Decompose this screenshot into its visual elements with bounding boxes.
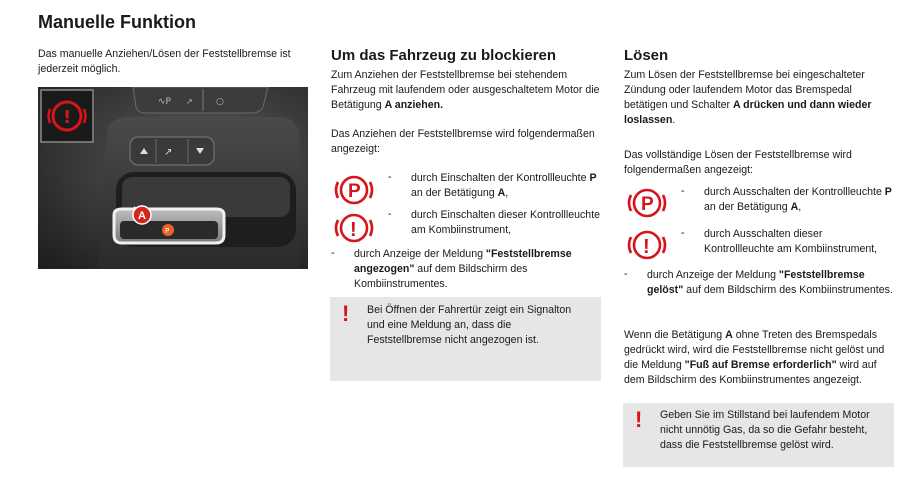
- list-dash: -: [388, 208, 392, 220]
- svg-text:!: !: [350, 219, 357, 241]
- svg-text:P: P: [348, 181, 361, 202]
- warning-icon: !: [635, 407, 643, 432]
- block-para2: Das Anziehen der Feststellbremse wird folgendermaßen angezeigt:: [331, 128, 595, 155]
- warning-box: [330, 297, 601, 381]
- parking-p-icon: [626, 186, 668, 225]
- release-para3: Wenn die Betätigung A ohne Treten des Bremspedals gedrückt wird, wird die Feststellbremse nicht gelöst und die Meldung "Fuß auf Bremse erforderlich" wird auf dem Bildschirm des Kombiinstrumentes angezeigt.: [624, 329, 885, 386]
- list-dash: -: [624, 268, 628, 280]
- release-para2: Das vollständige Lösen der Feststellbremse wird folgendermaßen angezeigt:: [624, 149, 852, 176]
- svg-text:∿P: ∿P: [158, 97, 171, 107]
- block-heading: Um das Fahrzeug zu blockieren: [331, 47, 557, 64]
- list-item: durch Einschalten der Kontrollleuchte P an der Betätigung A,: [411, 172, 597, 199]
- intro-text: Das manuelle Anziehen/Lösen der Feststellbremse ist jederzeit möglich.: [38, 48, 291, 75]
- svg-text:A: A: [138, 210, 146, 222]
- list-dash: -: [388, 171, 392, 183]
- list-item: durch Ausschalten der Kontrollleuchte P an der Betätigung A,: [704, 186, 892, 213]
- list-item: durch Einschalten dieser Kontrollleuchte am Kombiinstrument,: [411, 209, 601, 236]
- page-title: Manuelle Funktion: [38, 12, 197, 32]
- console-photo: [38, 87, 308, 269]
- list-item: durch Ausschalten dieser Kontrollleuchte am Kombiinstrument,: [704, 228, 878, 255]
- parking-p-icon: [333, 173, 375, 212]
- callout-a-label: [139, 208, 147, 220]
- svg-text:○: ○: [216, 97, 224, 107]
- svg-text:↗: ↗: [186, 97, 193, 106]
- svg-text:P: P: [641, 194, 654, 215]
- console-illustration: [38, 87, 308, 269]
- list-dash: -: [681, 185, 685, 197]
- warning-box: [623, 403, 894, 467]
- warning-text: Geben Sie im Stillstand bei laufendem Motor nicht unnötig Gas, da so die Gefahr besteht, dass die Feststellbremse gelöst wird.: [660, 409, 870, 451]
- release-heading: Lösen: [624, 47, 669, 64]
- block-para1: Zum Anziehen der Feststellbremse bei stehendem Fahrzeug mit laufendem oder ausgeschaltetem Motor die Betätigung A anziehen.: [331, 69, 600, 111]
- list-dash: -: [331, 247, 335, 259]
- svg-text:↗: ↗: [164, 147, 173, 158]
- warning-lamp-icon: [333, 211, 375, 250]
- list-item: durch Anzeige der Meldung "Feststellbremse gelöst" auf dem Bildschirm des Kombiinstrumentes.: [647, 269, 893, 296]
- warning-lamp-icon: [626, 228, 668, 267]
- list-dash: -: [681, 227, 685, 239]
- svg-text:!: !: [643, 236, 650, 258]
- list-item: durch Anzeige der Meldung "Feststellbremse angezogen" auf dem Bildschirm des Kombiinstrumentes.: [354, 248, 572, 290]
- warning-text: Bei Öffnen der Fahrertür zeigt ein Signalton und eine Meldung an, dass die Feststellbremse nicht angezogen ist.: [367, 304, 572, 346]
- svg-text:!: !: [63, 107, 72, 128]
- warning-icon: !: [342, 301, 350, 326]
- release-para1: Zum Lösen der Feststellbremse bei eingeschalteter Zündung oder laufendem Motor das Bremspedal betätigen und Schalter A drücken und dann wieder loslassen.: [624, 69, 872, 126]
- svg-text:P: P: [165, 227, 170, 235]
